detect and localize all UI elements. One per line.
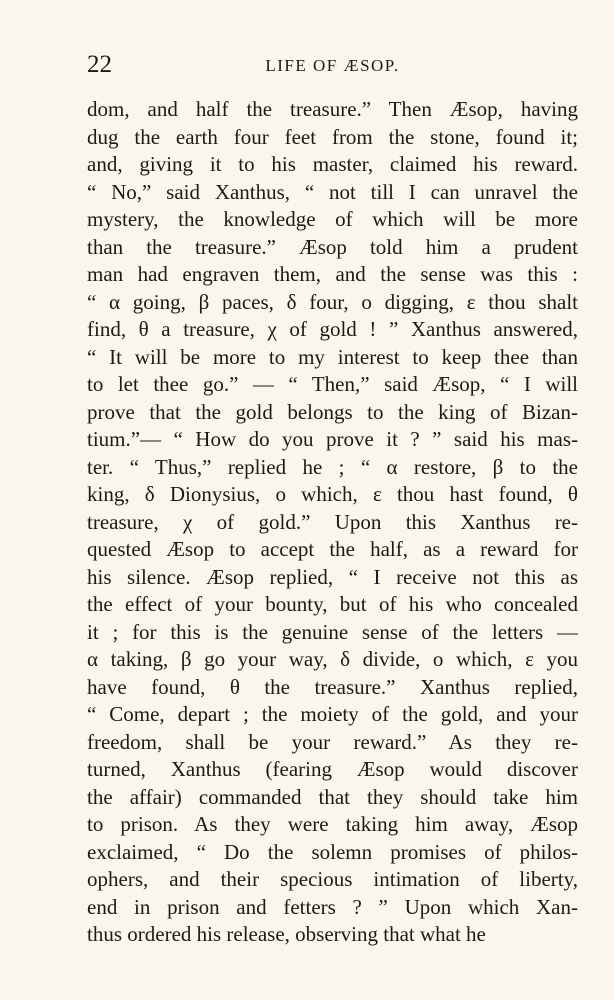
- text-line: to let thee go.” — “ Then,” said Æsop, “ I will: [87, 372, 578, 396]
- page-header: [87, 50, 578, 80]
- text-line: ter. “ Thus,” replied he ; “ α restore, β to the: [87, 454, 578, 479]
- text-line: “ Come, depart ; the moiety of the gold, and your: [87, 702, 578, 726]
- text-line: find, θ a treasure, χ of gold ! ” Xanthus answered,: [87, 317, 578, 341]
- text-line: “ α going, β paces, δ four, ο digging, ε thou shalt: [87, 289, 578, 314]
- text-line: it ; for this is the genuine sense of the letters —: [87, 619, 578, 644]
- running-head: LIFE OF ÆSOP.: [265, 56, 400, 75]
- page-number: 22: [87, 51, 112, 78]
- text-line: to prison. As they were taking him away, Æsop: [87, 812, 578, 836]
- text-line: thus ordered his release, observing that what he: [87, 922, 486, 946]
- text-line: than the treasure.” Æsop told him a prudent: [87, 234, 578, 259]
- text-line: king, δ Dionysius, ο which, ε thou hast found, θ: [87, 482, 578, 506]
- text-line: and, giving it to his master, claimed his reward.: [87, 152, 578, 176]
- text-line: the effect of your bounty, but of his who concealed: [87, 592, 578, 616]
- body-text: [87, 96, 578, 949]
- text-line: prove that the gold belongs to the king of Bizan-: [87, 399, 578, 424]
- text-line: the affair) commanded that they should take him: [87, 784, 578, 809]
- text-line: quested Æsop to accept the half, as a reward for: [87, 537, 578, 561]
- text-line: have found, θ the treasure.” Xanthus replied,: [87, 674, 578, 699]
- text-line: turned, Xanthus (fearing Æsop would discover: [87, 757, 578, 781]
- text-line: tium.”— “ How do you prove it ? ” said his mas-: [87, 427, 578, 451]
- text-line: man had engraven them, and the sense was this :: [87, 262, 578, 286]
- text-line: treasure, χ of gold.” Upon this Xanthus re-: [87, 509, 578, 534]
- text-line: exclaimed, “ Do the solemn promises of philos-: [87, 839, 578, 864]
- text-line: freedom, shall be your reward.” As they re-: [87, 729, 578, 754]
- text-line: dug the earth four feet from the stone, found it;: [87, 124, 578, 149]
- text-line: end in prison and fetters ? ” Upon which Xan-: [87, 894, 578, 919]
- text-line: his silence. Æsop replied, “ I receive not this as: [87, 564, 578, 589]
- text-line: α taking, β go your way, δ divide, ο which, ε you: [87, 647, 578, 671]
- text-line: mystery, the knowledge of which will be more: [87, 207, 578, 231]
- text-line: dom, and half the treasure.” Then Æsop, having: [87, 97, 578, 121]
- text-line: “ No,” said Xanthus, “ not till I can unravel the: [87, 179, 578, 204]
- text-line: ophers, and their specious intimation of liberty,: [87, 867, 578, 891]
- text-line: “ It will be more to my interest to keep thee than: [87, 344, 578, 369]
